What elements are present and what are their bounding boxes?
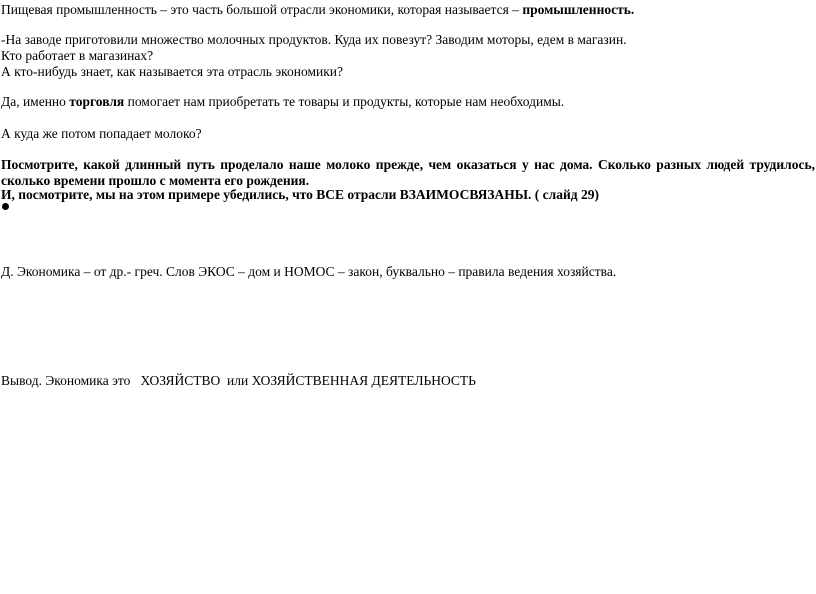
trade-text-pre: Да, именно — [1, 94, 70, 109]
food-industry-text: Пищевая промышленность – это часть большой отрасли экономики, которая называется – — [1, 2, 523, 17]
industry-term: промышленность. — [522, 2, 635, 17]
paragraph-food-industry — [1, 2, 634, 18]
paragraph-economy-definition: Д. Экономика – от др.- греч. Слов ЭКОС – дом и НОМОС – закон, буквально – правила ведения хозяйства. — [1, 264, 617, 279]
paragraph-dairy-factory: -На заводе приготовили множество молочных продуктов. Куда их повезут? Заводим моторы, едем в магазин. — [1, 32, 627, 47]
question-who-works-in-shops: Кто работает в магазинах? — [1, 48, 154, 63]
bullet-icon — [2, 203, 9, 210]
paragraph-conclusion: Вывод. Экономика это ХОЗЯЙСТВО или ХОЗЯЙСТВЕННАЯ ДЕЯТЕЛЬНОСТЬ — [1, 373, 476, 388]
paragraph-trade — [1, 94, 564, 110]
paragraph-milk-journey: Посмотрите, какой длинный путь проделало наше молоко прежде, чем оказаться у нас дома. Сколько разных людей трудилось, сколько времени прошло с момента его рождения. — [1, 157, 815, 188]
paragraph-interconnected: И, посмотрите, мы на этом примере убедились, что ВСЕ отрасли ВЗАИМОСВЯЗАНЫ. ( слайд 29) — [1, 187, 599, 202]
trade-term: торговля — [69, 94, 125, 109]
question-industry-name: А кто-нибудь знает, как называется эта отрасль экономики? — [1, 64, 344, 79]
question-milk-destination: А куда же потом попадает молоко? — [1, 126, 202, 141]
trade-text-post: помогает нам приобретать те товары и продукты, которые нам необходимы. — [124, 94, 565, 109]
